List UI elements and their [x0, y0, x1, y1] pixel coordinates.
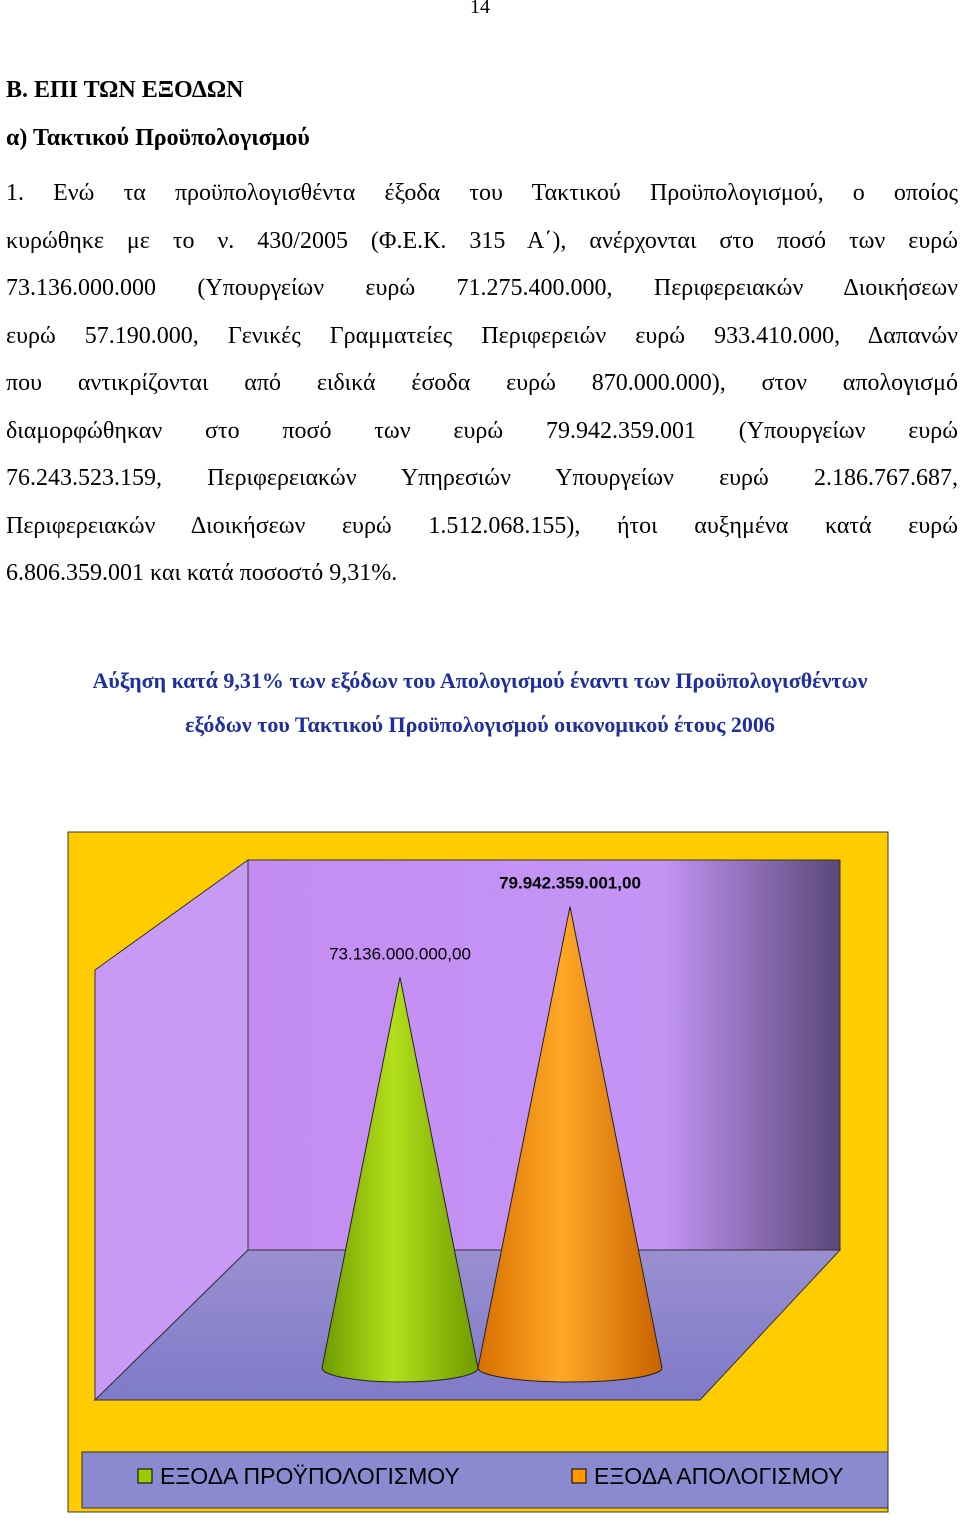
legend-swatch-actual [572, 1469, 586, 1483]
paragraph-line: διαμορφώθηκαν στο ποσό των ευρώ 79.942.359.001 (Υπουργείων ευρώ [6, 417, 958, 444]
chart-title-line-1: Αύξηση κατά 9,31% των εξόδων του Απολογισμού έναντι των Προϋπολογισθέντων [92, 668, 868, 693]
paragraph-line: 6.806.359.001 και κατά ποσοστό 9,31%. [6, 560, 398, 586]
paragraph-line: κυρώθηκε με το ν. 430/2005 (Φ.Ε.Κ. 315 Α΄), ανέρχονται στο ποσό των ευρώ [6, 227, 958, 254]
legend-label-actual: ΕΞΟΔΑ ΑΠΟΛΟΓΙΣΜΟΥ [594, 1463, 844, 1489]
paragraph-line: 73.136.000.000 (Υπουργείων ευρώ 71.275.400.000, Περιφερειακών Διοικήσεων [6, 275, 958, 301]
cone-chart [0, 820, 960, 1520]
paragraph-line: Περιφερειακών Διοικήσεων ευρώ 1.512.068.155), ήτοι αυξημένα κατά ευρώ [6, 512, 958, 539]
data-label-budget: 73.136.000.000,00 [329, 944, 471, 964]
chart-title-line-2: εξόδων του Τακτικού Προϋπολογισμού οικονομικού έτους 2006 [185, 712, 775, 737]
section-heading: Β. ΕΠΙ ΤΩΝ ΕΞΟΔΩΝ [6, 77, 244, 103]
data-label-actual: 79.942.359.001,00 [499, 873, 641, 893]
subsection-heading: α) Τακτικού Προϋπολογισμού [6, 125, 310, 151]
legend-swatch-budget [138, 1469, 152, 1483]
legend-label-budget: ΕΞΟΔΑ ΠΡΟΫΠΟΛΟΓΙΣΜΟΥ [160, 1463, 460, 1489]
page-number: 14 [470, 0, 490, 18]
paragraph-line: 76.243.523.159, Περιφερειακών Υπηρεσιών Υπουργείων ευρώ 2.186.767.687, [6, 465, 958, 491]
paragraph-line: που αντικρίζονται από ειδικά έσοδα ευρώ 870.000.000), στον απολογισμό [6, 370, 958, 396]
paragraph-line: 1. Ενώ τα προϋπολογισθέντα έξοδα του Τακτικού Προϋπολογισμού, ο οποίος [6, 180, 958, 206]
paragraph-line: ευρώ 57.190.000, Γενικές Γραμματείες Περιφερειών ευρώ 933.410.000, Δαπανών [6, 322, 958, 349]
body-paragraph [6, 170, 958, 598]
